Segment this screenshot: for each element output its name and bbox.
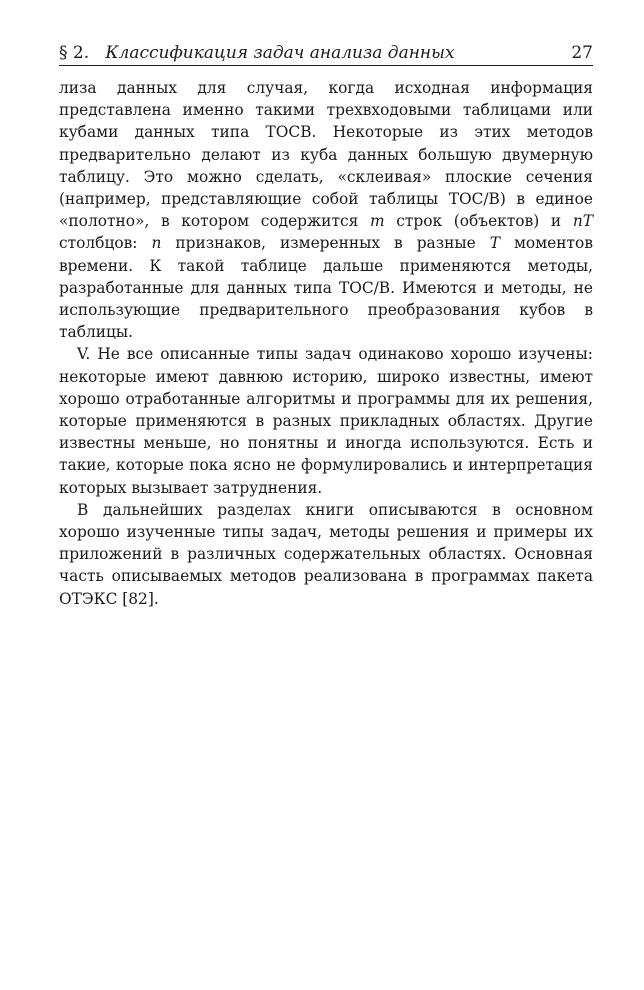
running-head — [59, 42, 593, 66]
paragraph-3: В дальнейших разделах книги описываются в основном хорошо изученные типы задач, методы решения и примеры их приложений в различных содержательных областях. Основная часть описываемых методов реализована в программах пакета ОТЭКС [82]. — [59, 500, 593, 608]
section-heading — [59, 42, 455, 64]
paragraph-1: лиза данных для случая, когда исходная информация представлена именно такими трехвходовыми таблицами или кубами данных типа ТОСВ. Некоторые из этих методов предварительно делают из куба данных большую двумерную таблицу. Это можно сделать, «склеивая» плоские сечения (например, представляющие собой таблицы ТОС/В) в единое «полотно», в котором содержится m строк (объектов) и nT столбцов: n признаков, измеренных в разные T моментов времени. К такой таблице дальше применяются методы, разработанные для данных типа ТОС/В. Имеются и методы, не использующие предварительного преобразования кубов в таблицы. — [59, 79, 593, 342]
book-page — [59, 42, 593, 610]
section-title: Классификация задач анализа данных — [105, 43, 455, 63]
section-mark: § 2. — [59, 43, 90, 63]
page-number: 27 — [571, 43, 593, 63]
body-text — [59, 77, 593, 610]
paragraph-2: V. Не все описанные типы задач одинаково хорошо изучены: некоторые имеют давнюю историю, широко известны, имеют хорошо отработанные алгоритмы и программы для их решения, которые применяются в разных прикладных областях. Другие известны меньше, но понятны и иногда используются. Есть и такие, которые пока ясно не формулировались и интерпретация которых вызывает затруднения. — [59, 345, 593, 497]
